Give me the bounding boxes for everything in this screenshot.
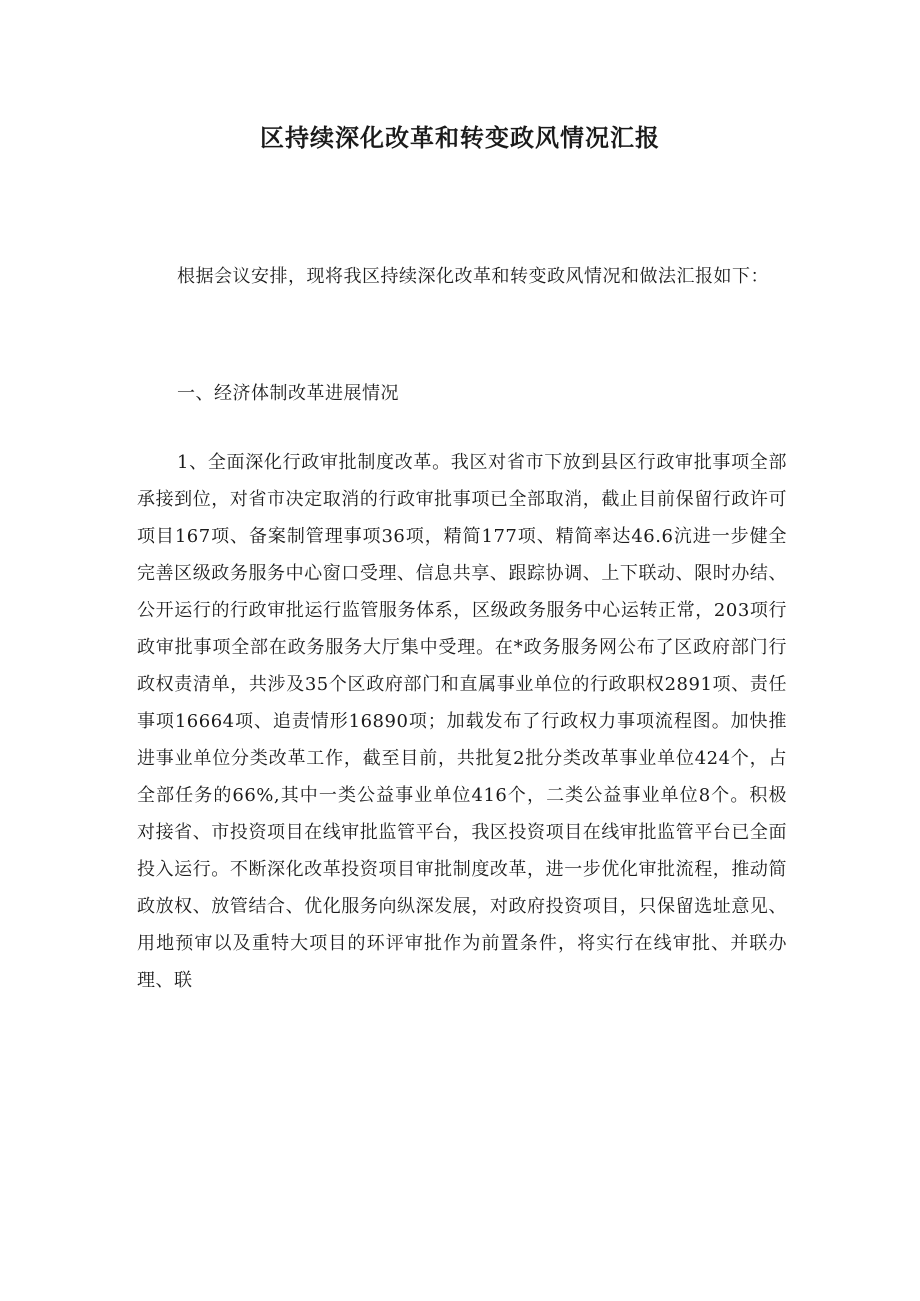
document-title: 区持续深化改革和转变政风情况汇报 xyxy=(260,124,660,152)
intro-paragraph: 根据会议安排，现将我区持续深化改革和转变政风情况和做法汇报如下： xyxy=(177,266,769,287)
section-heading: 一、经济体制改革进展情况 xyxy=(177,383,399,404)
body-paragraph: 1、全面深化行政审批制度改革。我区对省市下放到县区行政审批事项全部承接到位，对省市决定取消的行政审批事项已全部取消，截止目前保留行政许可项目167项、备案制管理事项36项，精简177项、精简率达46.6沆进一步健全完善区级政务服务中心窗口受理、信息共享、跟踪协调、上下联动、限时办结、公开运行的行政审批运行监管服务体系，区级政务服务中心运转正常，203项行政审批事项全部在政务服务大厅集中受理。在*政务服务网公布了区政府部门行政权责清单，共涉及35个区政府部门和直属事业单位的行政职权2891项、责任事项16664项、追责情形16890项；加载发布了行政权力事项流程图。加快推进事业单位分类改革工作，截至目前，共批复2批分类改革事业单位424个，占全部任务的66%,其中一类公益事业单位416个，二类公益事业单位8个。积极对接省、市投资项目在线审批监管平台，我区投资项目在线审批监管平台已全面投入运行。不断深化改革投资项目审批制度改革，进一步优化审批流程，推动简政放权、放管结合、优化服务向纵深发展，对政府投资项目，只保留选址意见、用地预审以及重特大项目的环评审批作为前置条件，将实行在线审批、并联办理、联 xyxy=(137,452,787,991)
